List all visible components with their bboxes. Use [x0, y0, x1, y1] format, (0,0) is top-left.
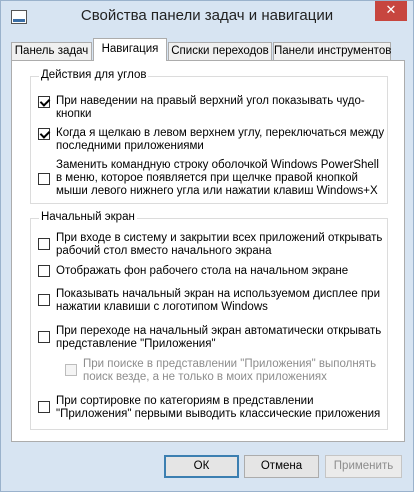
tab-jump-lists[interactable]: Списки переходов: [168, 42, 272, 60]
start-screen-group: [30, 211, 388, 430]
label-powershell: Заменить командную строку оболочкой Windows PowerShell в меню, которое появляется при щелчке правой кнопкой мыши левого нижнего угла или нажатии клавиш Windows+X: [56, 159, 379, 197]
group-title-corners: Действия для углов: [41, 69, 147, 81]
group-title-start: Начальный экран: [41, 211, 135, 223]
checkbox-show-charms[interactable]: [38, 96, 50, 108]
checkbox-powershell[interactable]: [38, 173, 50, 185]
ok-button[interactable]: ОК: [164, 455, 239, 478]
label-start-on-active-display: Показывать начальный экран на используемом дисплее при нажатии клавиши с логотипом Windows: [56, 288, 380, 313]
tab-panel-navigation: [11, 60, 405, 442]
label-show-charms: При наведении на правый верхний угол показывать чудо-кнопки: [56, 95, 365, 120]
corner-navigation-group: [30, 69, 388, 204]
title-bar[interactable]: [1, 1, 413, 34]
checkbox-start-on-active-display[interactable]: [38, 294, 50, 306]
tab-taskbar[interactable]: Панель задач: [11, 42, 92, 60]
label-boot-to-desktop: При входе в систему и закрытии всех приложений открывать рабочий стол вместо начального экрана: [56, 232, 383, 257]
checkbox-switch-recent-apps[interactable]: [38, 128, 50, 140]
checkbox-desktop-apps-first[interactable]: [38, 401, 50, 413]
label-desktop-background: Отображать фон рабочего стола на начальном экране: [56, 265, 349, 277]
checkbox-open-apps-view[interactable]: [38, 331, 50, 343]
cancel-button[interactable]: Отмена: [244, 455, 319, 478]
close-button[interactable]: [375, 1, 407, 21]
close-icon: ✕: [385, 3, 397, 18]
apply-button: Применить: [325, 455, 402, 478]
checkbox-desktop-background[interactable]: [38, 265, 50, 277]
label-desktop-apps-first: При сортировке по категориям в представлении "Приложения" первыми выводить классические приложения: [56, 395, 381, 420]
checkbox-boot-to-desktop[interactable]: [38, 238, 50, 250]
label-open-apps-view: При переходе на начальный экран автоматически открывать представление "Приложения": [56, 325, 382, 350]
tab-toolbars[interactable]: Панели инструментов: [273, 42, 391, 60]
label-search-everywhere: При поиске в представлении "Приложения" выполнять поиск везде, а не только в моих приложениях: [83, 358, 377, 383]
tab-strip: [11, 38, 403, 60]
tab-navigation[interactable]: Навигация: [93, 38, 167, 61]
window-title: Свойства панели задач и навигации: [80, 7, 334, 24]
checkbox-search-everywhere: [65, 364, 77, 376]
label-switch-recent-apps: Когда я щелкаю в левом верхнем углу, переключаться между последними приложениями: [56, 127, 385, 152]
